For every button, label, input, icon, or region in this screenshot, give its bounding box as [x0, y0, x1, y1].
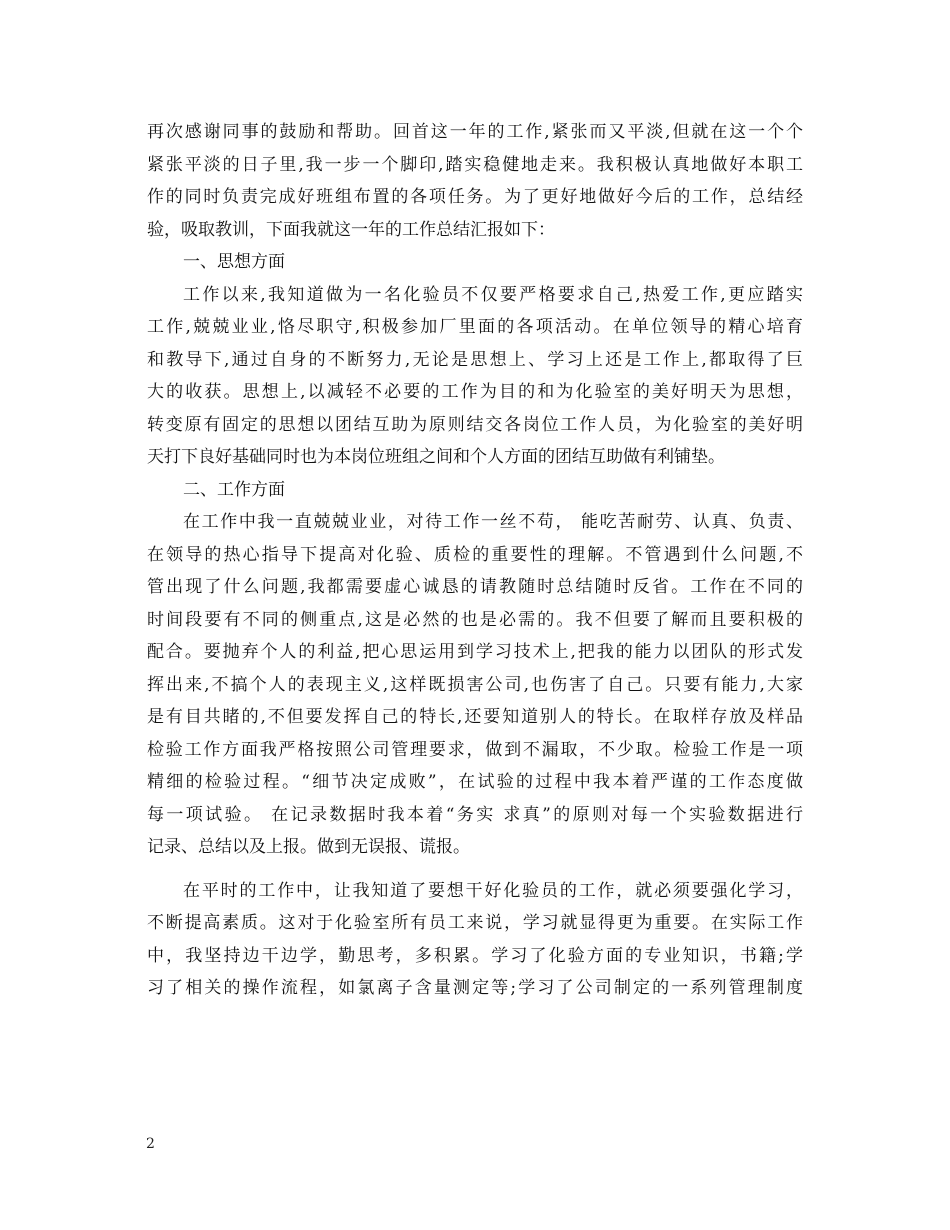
paragraph-line: 在平时的工作中，让我知道了要想干好化验员的工作，就必须要强化学习， [183, 880, 803, 901]
page-number: 2 [146, 1136, 155, 1152]
paragraph-line: 工作以来,我知道做为一名化验员不仅要严格要求自己,热爱工作,更应踏实 [183, 284, 803, 305]
paragraph-line: 不断提高素质。这对于化验室所有员工来说，学习就显得更为重要。在实际工作 [147, 913, 803, 933]
paragraph [147, 279, 803, 474]
paragraph-line: 检验工作方面我严格按照公司管理要求，做到不漏取，不少取。检验工作是一项 [147, 739, 803, 760]
paragraph-line: 验，吸取教训，下面我就这一年的工作总结汇报如下： [147, 219, 555, 240]
paragraph-line: 再次感谢同事的鼓励和帮助。回首这一年的工作,紧张而又平淡,但就在这一个个 [147, 122, 803, 142]
paragraph-line: 挥出来,不搞个人的表现主义,这样既损害公司,也伤害了自己。只要有能力,大家 [147, 674, 803, 695]
paragraph-line: 工作,兢兢业业,恪尽职守,积极参加厂里面的各项活动。在单位领导的精心培育 [147, 317, 803, 337]
paragraph-line: 和教导下,通过自身的不断努力,无论是思想上、学习上还是工作上,都取得了巨 [147, 349, 803, 370]
section-heading: 一、思想方面 [183, 252, 285, 272]
paragraph-line: 精细的检验过程。“细节决定成败”，在试验的过程中我本着严谨的工作态度做 [147, 772, 803, 792]
paragraph-line: 在工作中我一直兢兢业业，对待工作一丝不苟， 能吃苦耐劳、认真、负责、 [183, 512, 803, 532]
paragraph-gap [147, 864, 803, 875]
paragraph-line: 记录、总结以及上报。做到无误报、谎报。 [147, 837, 470, 857]
paragraph-line: 天打下良好基础同时也为本岗位班组之间和个人方面的团结互助做有利铺垫。 [147, 447, 725, 467]
paragraph-line: 大的收获。思想上,以减轻不必要的工作为目的和为化验室的美好明天为思想， [147, 382, 803, 402]
paragraph-line: 管出现了什么问题,我都需要虚心诚恳的请教随时总结随时反省。工作在不同的 [147, 577, 803, 597]
paragraph-line: 转变原有固定的思想以团结互助为原则结交各岗位工作人员，为化验室的美好明 [147, 414, 803, 435]
paragraph-line: 每一项试验。 在记录数据时我本着“务实 求真”的原则对每一个实验数据进行 [147, 804, 803, 825]
paragraph-line: 习了相关的操作流程，如氯离子含量测定等;学习了公司制定的一系列管理制度 [147, 978, 803, 998]
paragraph-line: 在领导的热心指导下提高对化验、质检的重要性的理解。不管遇到什么问题,不 [147, 544, 803, 565]
paragraph [147, 875, 803, 1005]
paragraph-line: 紧张平淡的日子里,我一步一个脚印,踏实稳健地走来。我积极认真地做好本职工 [147, 154, 803, 175]
paragraph [147, 116, 803, 246]
document-body [147, 116, 803, 1005]
paragraph-line: 配合。要抛弃个人的利益,把心思运用到学习技术上,把我的能力以团队的形式发 [147, 642, 803, 662]
paragraph [147, 506, 803, 864]
paragraph-line: 是有目共睹的,不但要发挥自己的特长,还要知道别人的特长。在取样存放及样品 [147, 707, 803, 727]
section-heading: 二、工作方面 [183, 479, 285, 500]
paragraph-line: 作的同时负责完成好班组布置的各项任务。为了更好地做好今后的工作，总结经 [147, 187, 803, 207]
paragraph-line: 中，我坚持边干边学，勤思考，多积累。学习了化验方面的专业知识，书籍;学 [147, 945, 803, 966]
paragraph-line: 时间段要有不同的侧重点,这是必然的也是必需的。我不但要了解而且要积极的 [147, 609, 803, 630]
